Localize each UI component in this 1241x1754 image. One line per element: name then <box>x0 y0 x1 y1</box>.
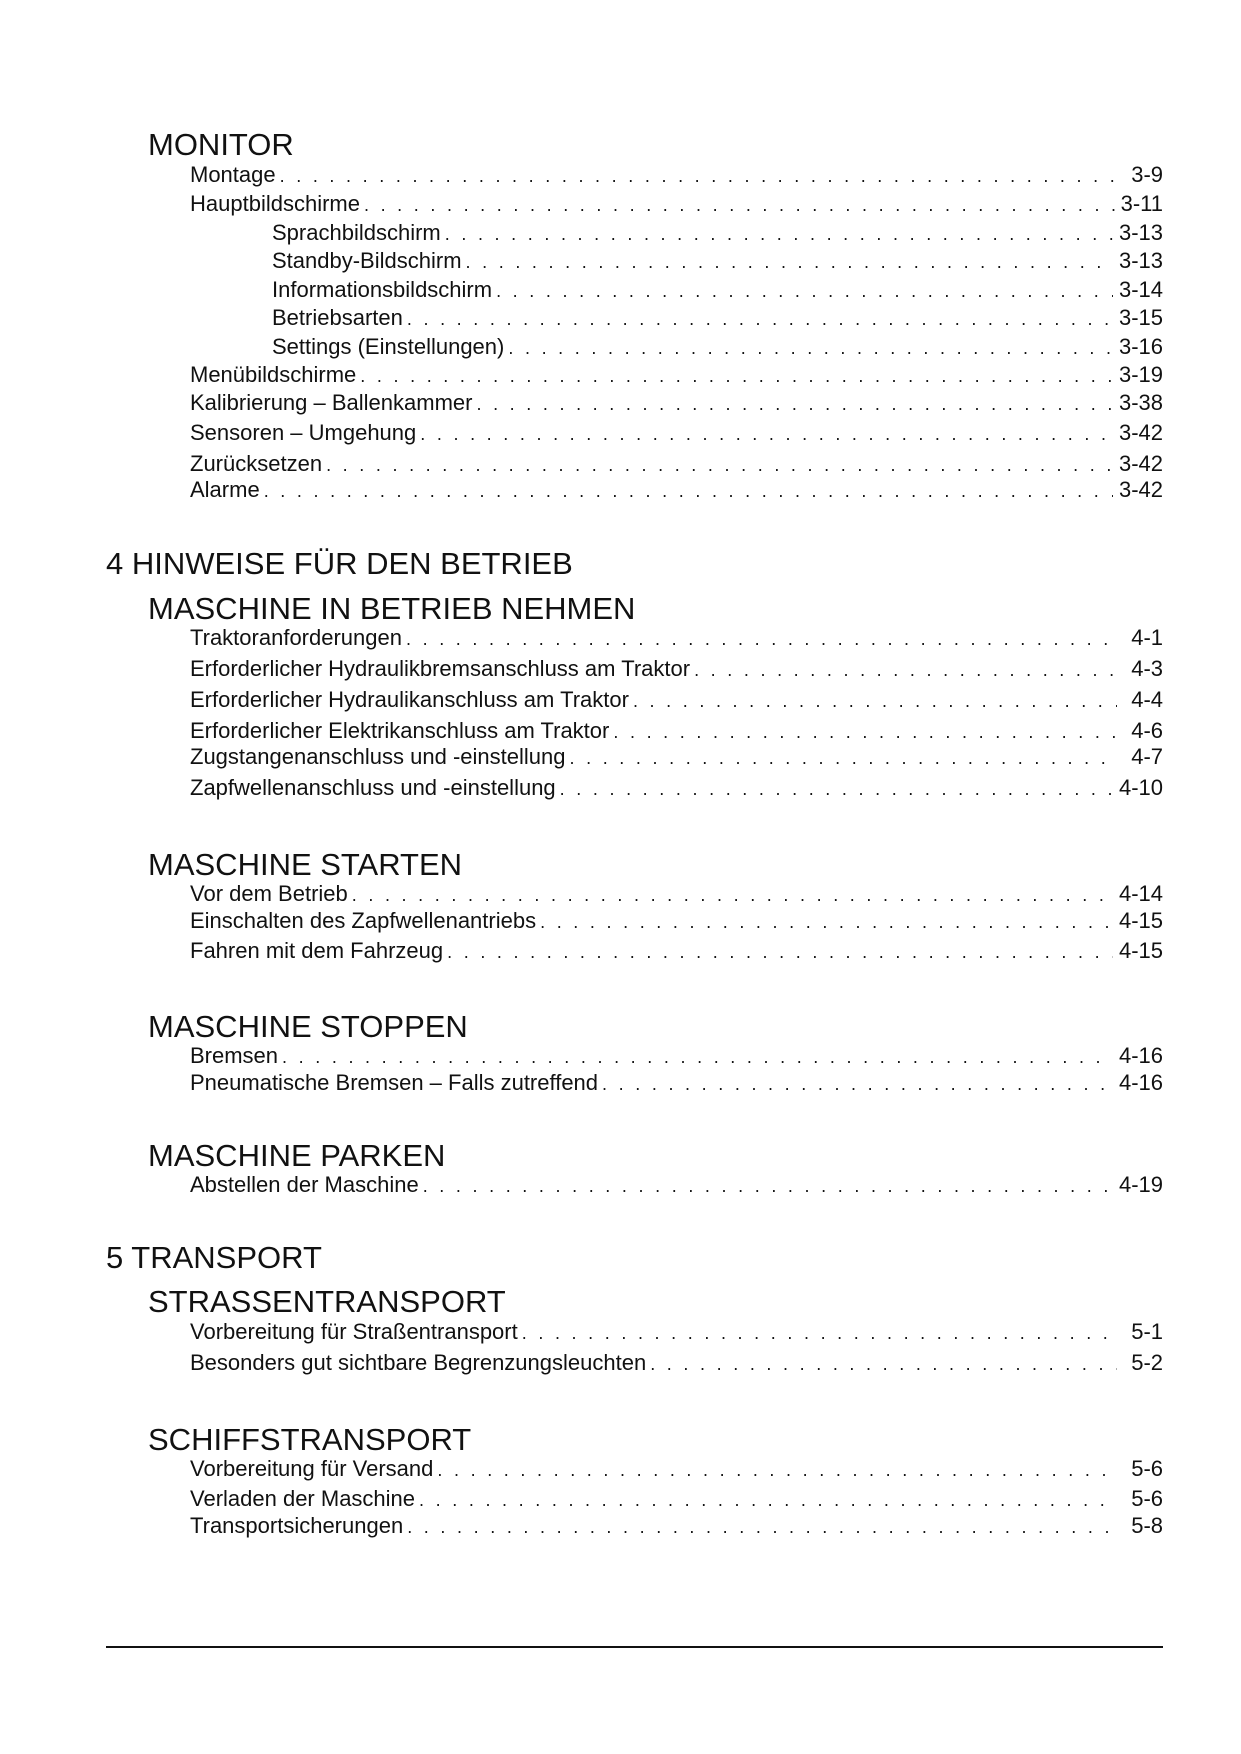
toc-entry[interactable] <box>190 718 1163 745</box>
toc-entry[interactable] <box>272 305 1163 332</box>
toc-entry-page: 4-6 <box>1131 718 1163 743</box>
toc-entry[interactable] <box>190 390 1163 417</box>
toc-leader-dots <box>602 1071 1113 1097</box>
toc-entry-label: Erforderlicher Elektrikanschluss am Traktor <box>190 718 610 743</box>
toc-entry[interactable] <box>190 191 1163 218</box>
toc-entry-label: Erforderlicher Hydraulikanschluss am Traktor <box>190 687 629 712</box>
toc-entry-page: 3-15 <box>1118 305 1163 330</box>
toc-entry-label: Vorbereitung für Straßentransport <box>190 1319 518 1344</box>
toc-entry[interactable] <box>190 1172 1163 1199</box>
toc-entry-page: 4-4 <box>1131 687 1163 712</box>
toc-leader-dots <box>496 278 1113 304</box>
toc-entry[interactable] <box>190 881 1163 908</box>
toc-leader-dots <box>437 1457 1117 1483</box>
section-heading-monitor: MONITOR <box>148 127 294 162</box>
chapter-heading: 5 TRANSPORT <box>106 1240 322 1275</box>
toc-entry[interactable] <box>272 248 1163 275</box>
toc-entry-page: 4-14 <box>1118 881 1163 906</box>
toc-entry-label: Vor dem Betrieb <box>190 881 348 906</box>
toc-entry-page: 4-19 <box>1118 1172 1163 1197</box>
toc-entry-page: 3-19 <box>1118 362 1163 387</box>
toc-entry-page: 3-13 <box>1118 220 1163 245</box>
toc-entry[interactable] <box>190 656 1163 683</box>
toc-leader-dots <box>406 626 1117 652</box>
toc-entry-page: 3-9 <box>1131 162 1163 187</box>
toc-entry-page: 3-38 <box>1118 390 1163 415</box>
toc-entry-label: Transportsicherungen <box>190 1513 404 1538</box>
toc-entry[interactable] <box>190 451 1163 478</box>
toc-entry-page: 3-13 <box>1118 248 1163 273</box>
toc-entry-label: Sprachbildschirm <box>272 220 441 245</box>
toc-entry-label: Informationsbildschirm <box>272 277 493 302</box>
toc-entry-label: Besonders gut sichtbare Begrenzungsleuchten <box>190 1350 647 1375</box>
toc-entry-page: 4-1 <box>1131 625 1163 650</box>
toc-entry[interactable] <box>190 477 1163 504</box>
toc-entry-page: 4-15 <box>1118 908 1163 933</box>
toc-entry-page: 4-15 <box>1118 938 1163 963</box>
toc-leader-dots <box>694 657 1117 683</box>
toc-entry[interactable] <box>190 1486 1163 1513</box>
toc-entry[interactable] <box>190 362 1163 389</box>
toc-entry-page: 4-7 <box>1131 744 1163 769</box>
toc-entry-label: Zurücksetzen <box>190 451 323 476</box>
toc-leader-dots <box>466 249 1113 275</box>
toc-leader-dots <box>326 452 1113 478</box>
chapter-heading: 4 HINWEISE FÜR DEN BETRIEB <box>106 546 573 581</box>
toc-entry[interactable] <box>190 938 1163 965</box>
toc-leader-dots <box>264 478 1113 504</box>
toc-entry-page: 3-16 <box>1118 334 1163 359</box>
section-heading: STRASSENTRANSPORT <box>148 1284 506 1319</box>
toc-entry-label: Settings (Einstellungen) <box>272 334 505 359</box>
toc-entry-page: 4-10 <box>1118 775 1163 800</box>
toc-entry-page: 5-6 <box>1131 1486 1163 1511</box>
toc-entry-label: Abstellen der Maschine <box>190 1172 419 1197</box>
toc-entry[interactable] <box>190 1319 1163 1346</box>
toc-entry-page: 5-2 <box>1131 1350 1163 1375</box>
toc-entry-page: 4-3 <box>1131 656 1163 681</box>
section-heading: MASCHINE STOPPEN <box>148 1009 468 1044</box>
toc-leader-dots <box>352 882 1113 908</box>
toc-entry-page: 5-1 <box>1131 1319 1163 1344</box>
toc-leader-dots <box>633 688 1117 714</box>
toc-entry-page: 3-14 <box>1118 277 1163 302</box>
section-heading: SCHIFFSTRANSPORT <box>148 1422 472 1457</box>
toc-leader-dots <box>445 221 1113 247</box>
toc-entry[interactable] <box>190 687 1163 714</box>
toc-entry-label: Fahren mit dem Fahrzeug <box>190 938 444 963</box>
toc-entry-label: Erforderlicher Hydraulikbremsanschluss am Traktor <box>190 656 691 681</box>
toc-leader-dots <box>407 306 1113 332</box>
toc-leader-dots <box>407 1514 1117 1540</box>
toc-leader-dots <box>282 1044 1113 1070</box>
toc-leader-dots <box>420 421 1113 447</box>
toc-leader-dots <box>476 391 1112 417</box>
toc-entry[interactable] <box>190 775 1163 802</box>
toc-entry[interactable] <box>190 744 1163 771</box>
toc-leader-dots <box>280 163 1117 189</box>
toc-entry[interactable] <box>190 908 1163 935</box>
toc-leader-dots <box>613 719 1117 745</box>
toc-entry-page: 5-8 <box>1131 1513 1163 1538</box>
toc-entry-label: Alarme <box>190 477 260 502</box>
toc-entry-label: Bremsen <box>190 1043 279 1068</box>
toc-leader-dots <box>522 1320 1117 1346</box>
toc-entry-label: Traktoranforderungen <box>190 625 402 650</box>
toc-entry-label: Menübildschirme <box>190 362 357 387</box>
toc-entry-label: Betriebsarten <box>272 305 403 330</box>
toc-entry[interactable] <box>190 1070 1163 1097</box>
toc-entry-label: Hauptbildschirme <box>190 191 360 216</box>
toc-entry-label: Vorbereitung für Versand <box>190 1456 434 1481</box>
toc-entry[interactable] <box>190 625 1163 652</box>
toc-entry-page: 4-16 <box>1118 1043 1163 1068</box>
footer-rule <box>106 1646 1163 1648</box>
toc-leader-dots <box>540 909 1113 935</box>
toc-entry-label: Verladen der Maschine <box>190 1486 416 1511</box>
toc-entry-label: Zapfwellenanschluss und -einstellung <box>190 775 556 800</box>
toc-entry[interactable] <box>190 420 1163 447</box>
toc-entry-page: 3-11 <box>1120 191 1163 216</box>
toc-entry[interactable] <box>272 220 1163 247</box>
toc-leader-dots <box>419 1487 1117 1513</box>
toc-leader-dots <box>447 939 1113 965</box>
toc-leader-dots <box>423 1173 1113 1199</box>
section-heading: MASCHINE STARTEN <box>148 847 463 882</box>
section-heading: MASCHINE IN BETRIEB NEHMEN <box>148 591 636 626</box>
toc-entry-label: Standby-Bildschirm <box>272 248 462 273</box>
toc-entry[interactable] <box>272 277 1163 304</box>
toc-entry[interactable] <box>190 1043 1163 1070</box>
toc-entry[interactable] <box>190 1456 1163 1483</box>
toc-entry-page: 3-42 <box>1118 420 1163 445</box>
toc-entry[interactable] <box>190 162 1163 189</box>
toc-entry-page: 4-16 <box>1118 1070 1163 1095</box>
toc-entry-label: Kalibrierung – Ballenkammer <box>190 390 473 415</box>
toc-leader-dots <box>560 776 1113 802</box>
toc-entry-page: 5-6 <box>1131 1456 1163 1481</box>
toc-entry-label: Sensoren – Umgehung <box>190 420 417 445</box>
toc-entry-label: Pneumatische Bremsen – Falls zutreffend <box>190 1070 599 1095</box>
toc-leader-dots <box>364 192 1115 218</box>
toc-entry[interactable] <box>272 334 1163 361</box>
toc-entry[interactable] <box>190 1513 1163 1540</box>
toc-entry-page: 3-42 <box>1118 451 1163 476</box>
toc-leader-dots <box>508 335 1113 361</box>
toc-leader-dots <box>569 745 1117 771</box>
section-heading: MASCHINE PARKEN <box>148 1138 446 1173</box>
toc-leader-dots <box>360 363 1113 389</box>
toc-leader-dots <box>650 1351 1117 1377</box>
toc-entry[interactable] <box>190 1350 1163 1377</box>
toc-entry-label: Zugstangenanschluss und -einstellung <box>190 744 566 769</box>
toc-entry-page: 3-42 <box>1118 477 1163 502</box>
toc-entry-label: Einschalten des Zapfwellenantriebs <box>190 908 537 933</box>
toc-entry-label: Montage <box>190 162 276 187</box>
